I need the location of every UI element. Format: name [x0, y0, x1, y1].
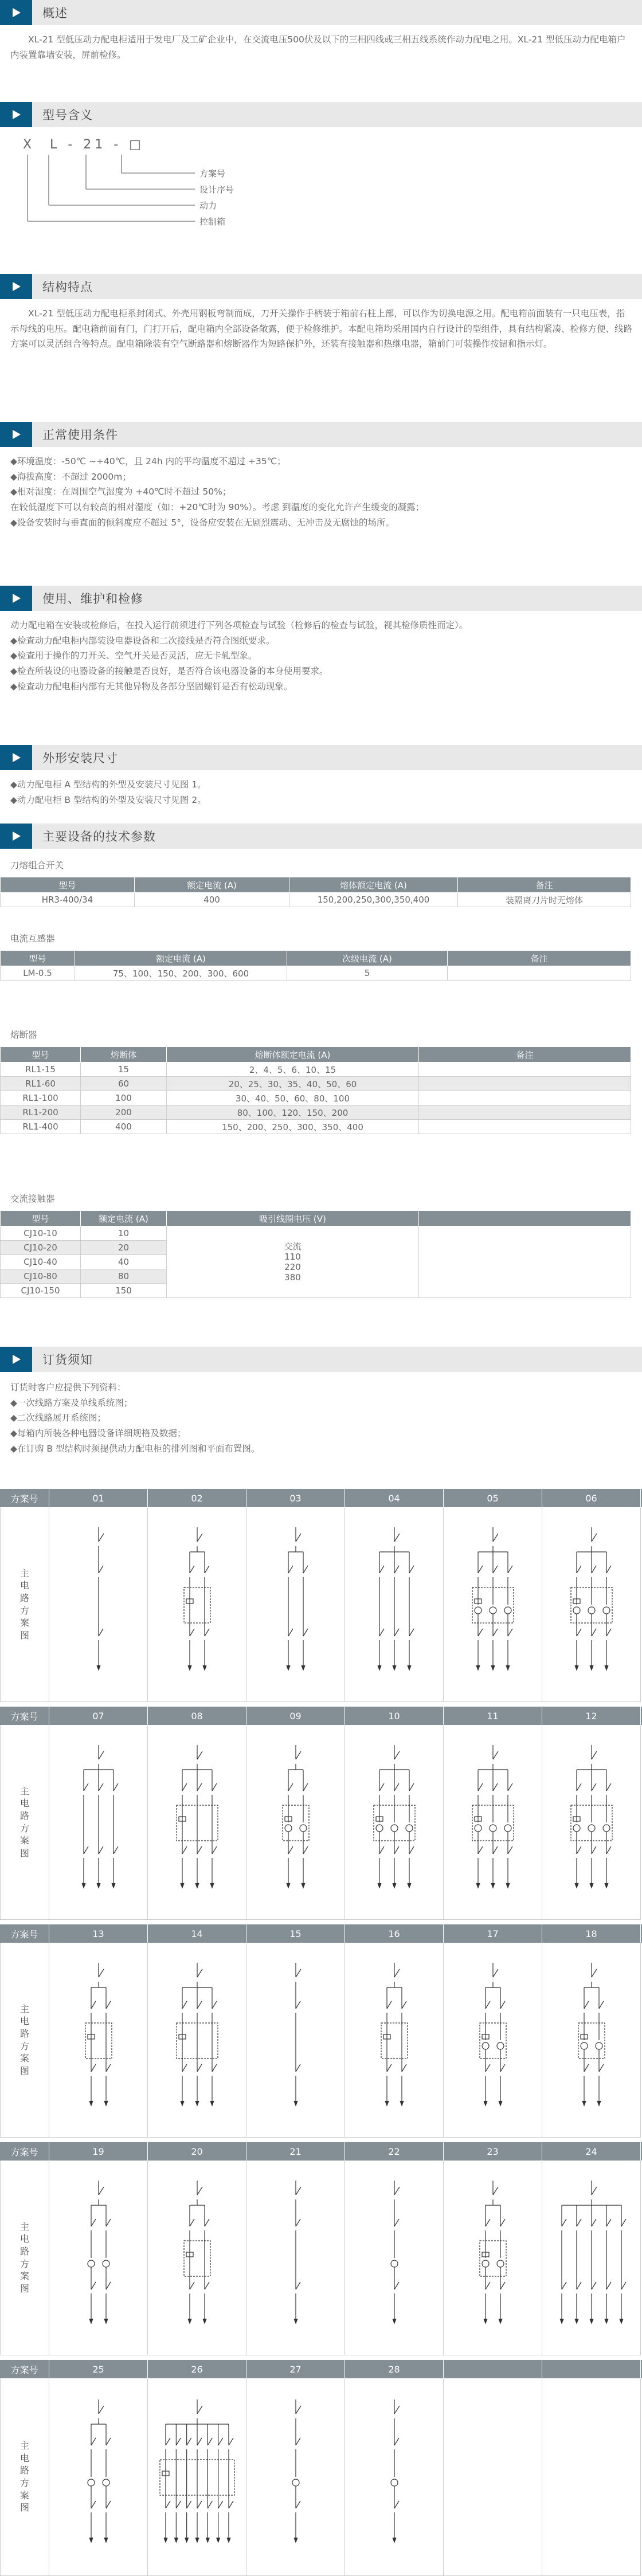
scheme-row-label: 主电路方案图 [0, 1943, 49, 2138]
table-cell [419, 1077, 631, 1091]
scheme-cell [542, 1943, 641, 2138]
scheme-cell [345, 2378, 444, 2576]
scheme-cell [49, 2378, 148, 2576]
coil-voltage-cell [167, 1226, 419, 1298]
scheme-number: 09 [246, 1707, 345, 1725]
table-cell: CJ10-150 [1, 1284, 81, 1298]
column-header: 次级电流 (A) [287, 951, 448, 966]
scheme-cell [246, 1943, 345, 2138]
section-header-usage [0, 586, 642, 611]
circuit-diagram [253, 1519, 339, 1691]
list-item: ◆检查动力配电柜内部装设电器设备和二次接线是否符合图纸要求。 [10, 635, 275, 646]
circuit-diagram [253, 2391, 339, 2563]
section-title: 使用、维护和检修 [42, 592, 143, 606]
scheme-header [0, 1707, 642, 1725]
table-cell: 装隔离刀片时无熔体 [458, 893, 631, 907]
scheme-number: 01 [49, 1489, 148, 1507]
table-cell: RL1-60 [1, 1077, 81, 1091]
table-cell: RL1-200 [1, 1105, 81, 1120]
table-row [1, 1120, 631, 1134]
section-marker-icon [0, 0, 32, 25]
scheme-row [0, 2360, 642, 2576]
circuit-diagram [154, 1519, 240, 1691]
column-header: 额定电流 (A) [75, 951, 287, 966]
list-item: ◆检查所装设的电器设备的接触是否良好，是否符合该电器设备的本身使用要求。 [10, 665, 328, 676]
scheme-cell [444, 1507, 542, 1702]
column-header: 型号 [1, 951, 75, 966]
scheme-number: 27 [246, 2360, 345, 2378]
model-label-design: 设计序号 [199, 185, 234, 195]
scheme-cell [148, 1725, 246, 1920]
circuit-diagram [154, 2172, 240, 2344]
table-cell: 10 [81, 1226, 167, 1241]
scheme-body [0, 1943, 642, 2138]
scheme-cell [148, 1507, 246, 1702]
table-contactor [0, 1210, 631, 1298]
list-item: ◆检查用于操作的刀开关、空气开关是否灵活，应无卡轧型象。 [10, 650, 257, 661]
scheme-number [542, 2360, 641, 2378]
circuit-diagram [56, 2391, 142, 2563]
model-code: X L - 21 - □ [23, 138, 144, 152]
circuit-diagram [56, 1519, 142, 1691]
list-item: 订货时客户应提供下列资料： [10, 1382, 126, 1393]
scheme-cell [49, 1725, 148, 1920]
model-label-scheme: 方案号 [199, 168, 226, 179]
table-cell: 400 [135, 893, 289, 907]
section-title: 正常使用条件 [42, 428, 118, 442]
column-header: 备注 [448, 951, 631, 966]
table-cell: HR3-400/34 [1, 893, 135, 907]
table-cell: CJ10-20 [1, 1241, 81, 1255]
scheme-number [444, 2360, 542, 2378]
table-cell: 80、100、120、150、200 [167, 1105, 419, 1120]
scheme-body [0, 1725, 642, 1920]
list-item: ◆检查动力配电柜内部有无其他异物及各部分坚固螺钉是否有松动现象。 [10, 681, 293, 692]
table-cell: CJ10-10 [1, 1226, 81, 1241]
list-item: ◆设备安装时与垂直面的倾斜度应不超过 5°，设备应安装在无剧烈震动、无冲击及无腐蚀的场所。 [10, 517, 394, 528]
circuit-diagram [351, 1736, 437, 1908]
circuit-diagram [351, 1519, 437, 1691]
scheme-row-label: 主电路方案图 [0, 1507, 49, 1702]
column-header: 额定电流 (A) [135, 877, 289, 893]
table-current-transformer [0, 950, 631, 981]
conditions-list [10, 454, 632, 530]
scheme-body [0, 2161, 642, 2355]
column-header: 型号 [1, 1211, 81, 1226]
table-row [1, 1062, 631, 1077]
section-marker-icon [0, 586, 32, 611]
scheme-row [0, 1707, 642, 1920]
section-marker-icon [0, 1347, 32, 1372]
scheme-number: 25 [49, 2360, 148, 2378]
table-caption: 熔断器 [10, 1030, 37, 1040]
scheme-number: 18 [542, 1924, 641, 1943]
model-designation-diagram [23, 138, 264, 235]
section-title: 外形安装尺寸 [42, 751, 118, 765]
section-title: 结构特点 [42, 280, 93, 294]
scheme-cell [444, 2161, 542, 2355]
table-cell: 80 [81, 1269, 167, 1284]
scheme-cell [49, 1943, 148, 2138]
circuit-diagram [450, 1954, 536, 2126]
table-cell: 20、25、30、35、40、50、60 [167, 1077, 419, 1091]
table-caption: 刀熔组合开关 [10, 860, 64, 871]
table-cell [419, 1091, 631, 1105]
circuit-diagram [549, 1736, 635, 1908]
scheme-cell [148, 2161, 246, 2355]
section-marker-icon [0, 422, 32, 447]
model-label-power: 动力 [199, 201, 217, 211]
table-row [1, 1077, 631, 1091]
circuit-diagram [549, 1954, 635, 2126]
list-item: ◆相对湿度：在周围空气湿度为 +40℃时不超过 50%； [10, 487, 232, 497]
section-header-tech [0, 824, 642, 849]
scheme-number: 17 [444, 1924, 542, 1943]
scheme-cell [49, 1507, 148, 1702]
scheme-row [0, 1924, 642, 2138]
circuit-diagram [351, 2391, 437, 2563]
table-cell [419, 1062, 631, 1077]
section-title: 型号含义 [42, 108, 93, 122]
scheme-head-label: 方案号 [0, 1924, 49, 1943]
scheme-header [0, 1924, 642, 1943]
table-cell: 15 [81, 1062, 167, 1077]
table-cell: 200 [81, 1105, 167, 1120]
list-item: ◆二次线路展开系统图； [10, 1413, 106, 1424]
column-header: 额定电流 (A) [81, 1211, 167, 1226]
scheme-header [0, 1489, 642, 1507]
scheme-cell [246, 2378, 345, 2576]
column-header: 熔断体 [81, 1047, 167, 1062]
table-caption: 交流接触器 [10, 1194, 55, 1204]
table-row [1, 1105, 631, 1120]
table-cell: 75、100、150、200、300、600 [75, 966, 287, 981]
scheme-body [0, 2378, 642, 2576]
table-caption: 电流互感器 [10, 934, 55, 944]
table-cell: 400 [81, 1120, 167, 1134]
section-header-conditions [0, 422, 642, 447]
scheme-cell [345, 1943, 444, 2138]
section-title: 主要设备的技术参数 [42, 830, 156, 844]
column-header: 熔断体额定电流 (A) [167, 1047, 419, 1062]
scheme-cell [444, 2378, 542, 2576]
table-cell: RL1-400 [1, 1120, 81, 1134]
scheme-number: 20 [148, 2142, 246, 2161]
table-cell: RL1-15 [1, 1062, 81, 1077]
scheme-number: 16 [345, 1924, 444, 1943]
circuit-diagram [253, 1736, 339, 1908]
scheme-row-label: 主电路方案图 [0, 2161, 49, 2355]
section-header-dimensions [0, 745, 642, 770]
scheme-header [0, 2360, 642, 2378]
scheme-cell [542, 1507, 641, 1702]
table-cell: 150,200,250,300,350,400 [289, 893, 458, 907]
scheme-number: 10 [345, 1707, 444, 1725]
circuit-diagram [253, 1954, 339, 2126]
scheme-cell [542, 2161, 641, 2355]
features-text: XL-21 型低压动力配电柜系封闭式、外壳用钢板弯制而成，刀开关操作手柄装于箱前右柱上部，可以作为切换电源之用。配电箱前面装有一只电压表，指示母线的电压。配电箱前面有门，门打开后，配电箱内全部设备敞露，便于检修维护。本配电箱均采用国内自行设计的型组件，具有结构紧凑、检修方便、线路方案可以灵活组合等特点。配电箱除装有空气断路器和熔断器作为短路保护外，还装有接触器和热继电器，箱前门可装操作按钮和指示灯。 [10, 308, 633, 350]
list-item: ◆环境温度：-50℃ ~+40℃，且 24h 内的平均温度不超过 +35℃； [10, 456, 286, 466]
table-cell [419, 1105, 631, 1120]
scheme-number: 24 [542, 2142, 641, 2161]
coil-text: 220 [284, 1262, 301, 1272]
list-item: 动力配电箱在安装或检修后，在投入运行前须进行下列各项检查与试验（检修后的检查与试验，视其检修质性而定）。 [10, 620, 468, 630]
circuit-diagram [56, 2172, 142, 2344]
table-cell: RL1-100 [1, 1091, 81, 1105]
section-marker-icon [0, 824, 32, 849]
model-label-box: 控制箱 [199, 217, 226, 227]
scheme-head-label: 方案号 [0, 2142, 49, 2161]
circuit-diagram [253, 2172, 339, 2344]
list-item: ◆动力配电柜 A 型结构的外型及安装尺寸见图 1。 [10, 779, 206, 790]
section-header-features [0, 274, 642, 299]
scheme-number: 07 [49, 1707, 148, 1725]
scheme-cell [444, 1943, 542, 2138]
circuit-diagram [351, 2172, 437, 2344]
scheme-cell [49, 2161, 148, 2355]
table-row [1, 1226, 631, 1241]
column-header: 备注 [458, 877, 631, 893]
list-item: 在较低湿度下可以有较高的相对湿度（如：+20℃时为 90%）。考虑 到温度的变化允许产生缓变的凝露； [10, 501, 425, 512]
dimensions-list [10, 777, 632, 807]
scheme-number: 05 [444, 1489, 542, 1507]
scheme-cell [148, 2378, 246, 2576]
coil-text: 交流 [284, 1241, 302, 1252]
table-cell: 150 [81, 1284, 167, 1298]
scheme-row-label: 主电路方案图 [0, 1725, 49, 1920]
scheme-number: 13 [49, 1924, 148, 1943]
section-header-model [0, 102, 642, 127]
column-header: 备注 [419, 1047, 631, 1062]
section-marker-icon [0, 102, 32, 127]
scheme-row [0, 1489, 642, 1702]
scheme-cell [345, 1725, 444, 1920]
scheme-head-label: 方案号 [0, 1489, 49, 1507]
circuit-diagram [450, 2172, 536, 2344]
section-marker-icon [0, 745, 32, 770]
scheme-body [0, 1507, 642, 1702]
table-cell: 5 [287, 966, 448, 981]
section-title: 订货须知 [42, 1353, 93, 1367]
scheme-row [0, 2142, 642, 2355]
list-item: ◆海拔高度：不超过 2000m； [10, 471, 131, 482]
table-cell [448, 966, 631, 981]
circuit-diagram [56, 1954, 142, 2126]
table-cell: 20 [81, 1241, 167, 1255]
table-fuse-switch [0, 877, 631, 907]
scheme-cell [444, 1725, 542, 1920]
scheme-number: 11 [444, 1707, 542, 1725]
scheme-number: 23 [444, 2142, 542, 2161]
column-header [419, 1211, 631, 1226]
table-cell [419, 1226, 631, 1298]
section-header-overview [0, 0, 642, 25]
scheme-number: 04 [345, 1489, 444, 1507]
scheme-cell [246, 1725, 345, 1920]
section-header-order [0, 1347, 642, 1372]
scheme-number: 03 [246, 1489, 345, 1507]
circuit-diagram [549, 2172, 635, 2344]
column-header: 型号 [1, 1047, 81, 1062]
scheme-head-label: 方案号 [0, 2360, 49, 2378]
circuit-diagram [351, 1954, 437, 2126]
column-header: 型号 [1, 877, 135, 893]
scheme-number: 14 [148, 1924, 246, 1943]
usage-list [10, 618, 632, 694]
scheme-head-label: 方案号 [0, 1707, 49, 1725]
scheme-number: 21 [246, 2142, 345, 2161]
circuit-diagram [450, 1736, 536, 1908]
circuit-diagram [450, 1519, 536, 1691]
list-item: ◆在订购 B 型结构时须提供动力配电柜的排列图和平面布置图。 [10, 1443, 260, 1454]
table-fuses [0, 1046, 631, 1134]
table-cell: CJ10-40 [1, 1255, 81, 1269]
table-cell: 100 [81, 1091, 167, 1105]
table-cell: CJ10-80 [1, 1269, 81, 1284]
table-cell [419, 1120, 631, 1134]
table-row [1, 893, 631, 907]
scheme-cell [542, 1725, 641, 1920]
scheme-number: 08 [148, 1707, 246, 1725]
order-list [10, 1380, 632, 1456]
section-title: 概述 [42, 6, 68, 20]
circuit-diagram [154, 1954, 240, 2126]
scheme-number: 15 [246, 1924, 345, 1943]
scheme-cell [148, 1943, 246, 2138]
list-item: ◆一次线路方案及单线系统图； [10, 1397, 133, 1408]
column-header: 熔体额定电流 (A) [289, 877, 458, 893]
scheme-number: 22 [345, 2142, 444, 2161]
table-row [1, 966, 631, 981]
scheme-cell [345, 2161, 444, 2355]
table-cell: 40 [81, 1255, 167, 1269]
scheme-cell [542, 2378, 641, 2576]
section-marker-icon [0, 274, 32, 299]
circuit-diagram [154, 1736, 240, 1908]
table-cell: LM-0.5 [1, 966, 75, 981]
scheme-cell [345, 1507, 444, 1702]
scheme-number: 28 [345, 2360, 444, 2378]
scheme-number: 12 [542, 1707, 641, 1725]
column-header: 吸引线圈电压 (V) [167, 1211, 419, 1226]
coil-text: 380 [284, 1272, 301, 1283]
table-cell: 30、40、50、60、80、100 [167, 1091, 419, 1105]
scheme-number: 06 [542, 1489, 641, 1507]
scheme-cell [246, 1507, 345, 1702]
list-item: ◆动力配电柜 B 型结构的外型及安装尺寸见图 2。 [10, 794, 206, 805]
scheme-cell [246, 2161, 345, 2355]
scheme-row-label: 主电路方案图 [0, 2378, 49, 2576]
scheme-number: 26 [148, 2360, 246, 2378]
table-cell: 60 [81, 1077, 167, 1091]
coil-text: 110 [284, 1252, 301, 1262]
table-row [1, 1091, 631, 1105]
circuit-diagram [154, 2391, 240, 2563]
scheme-number: 19 [49, 2142, 148, 2161]
list-item: ◆每箱内所装各种电器设备详细规格及数据； [10, 1428, 186, 1438]
overview-text: XL-21 型低压动力配电柜适用于发电厂及工矿企业中，在交流电压500伏及以下的三相四线或三相五线系统作动力配电之用。XL-21 型低压动力配电箱户内装置靠墙安装，屏前检修。 [10, 34, 626, 60]
table-cell: 150、200、250、300、350、400 [167, 1120, 419, 1134]
circuit-diagram [56, 1736, 142, 1908]
scheme-header [0, 2142, 642, 2161]
circuit-diagram [549, 1519, 635, 1691]
scheme-number: 02 [148, 1489, 246, 1507]
table-cell: 2、4、5、6、10、15 [167, 1062, 419, 1077]
